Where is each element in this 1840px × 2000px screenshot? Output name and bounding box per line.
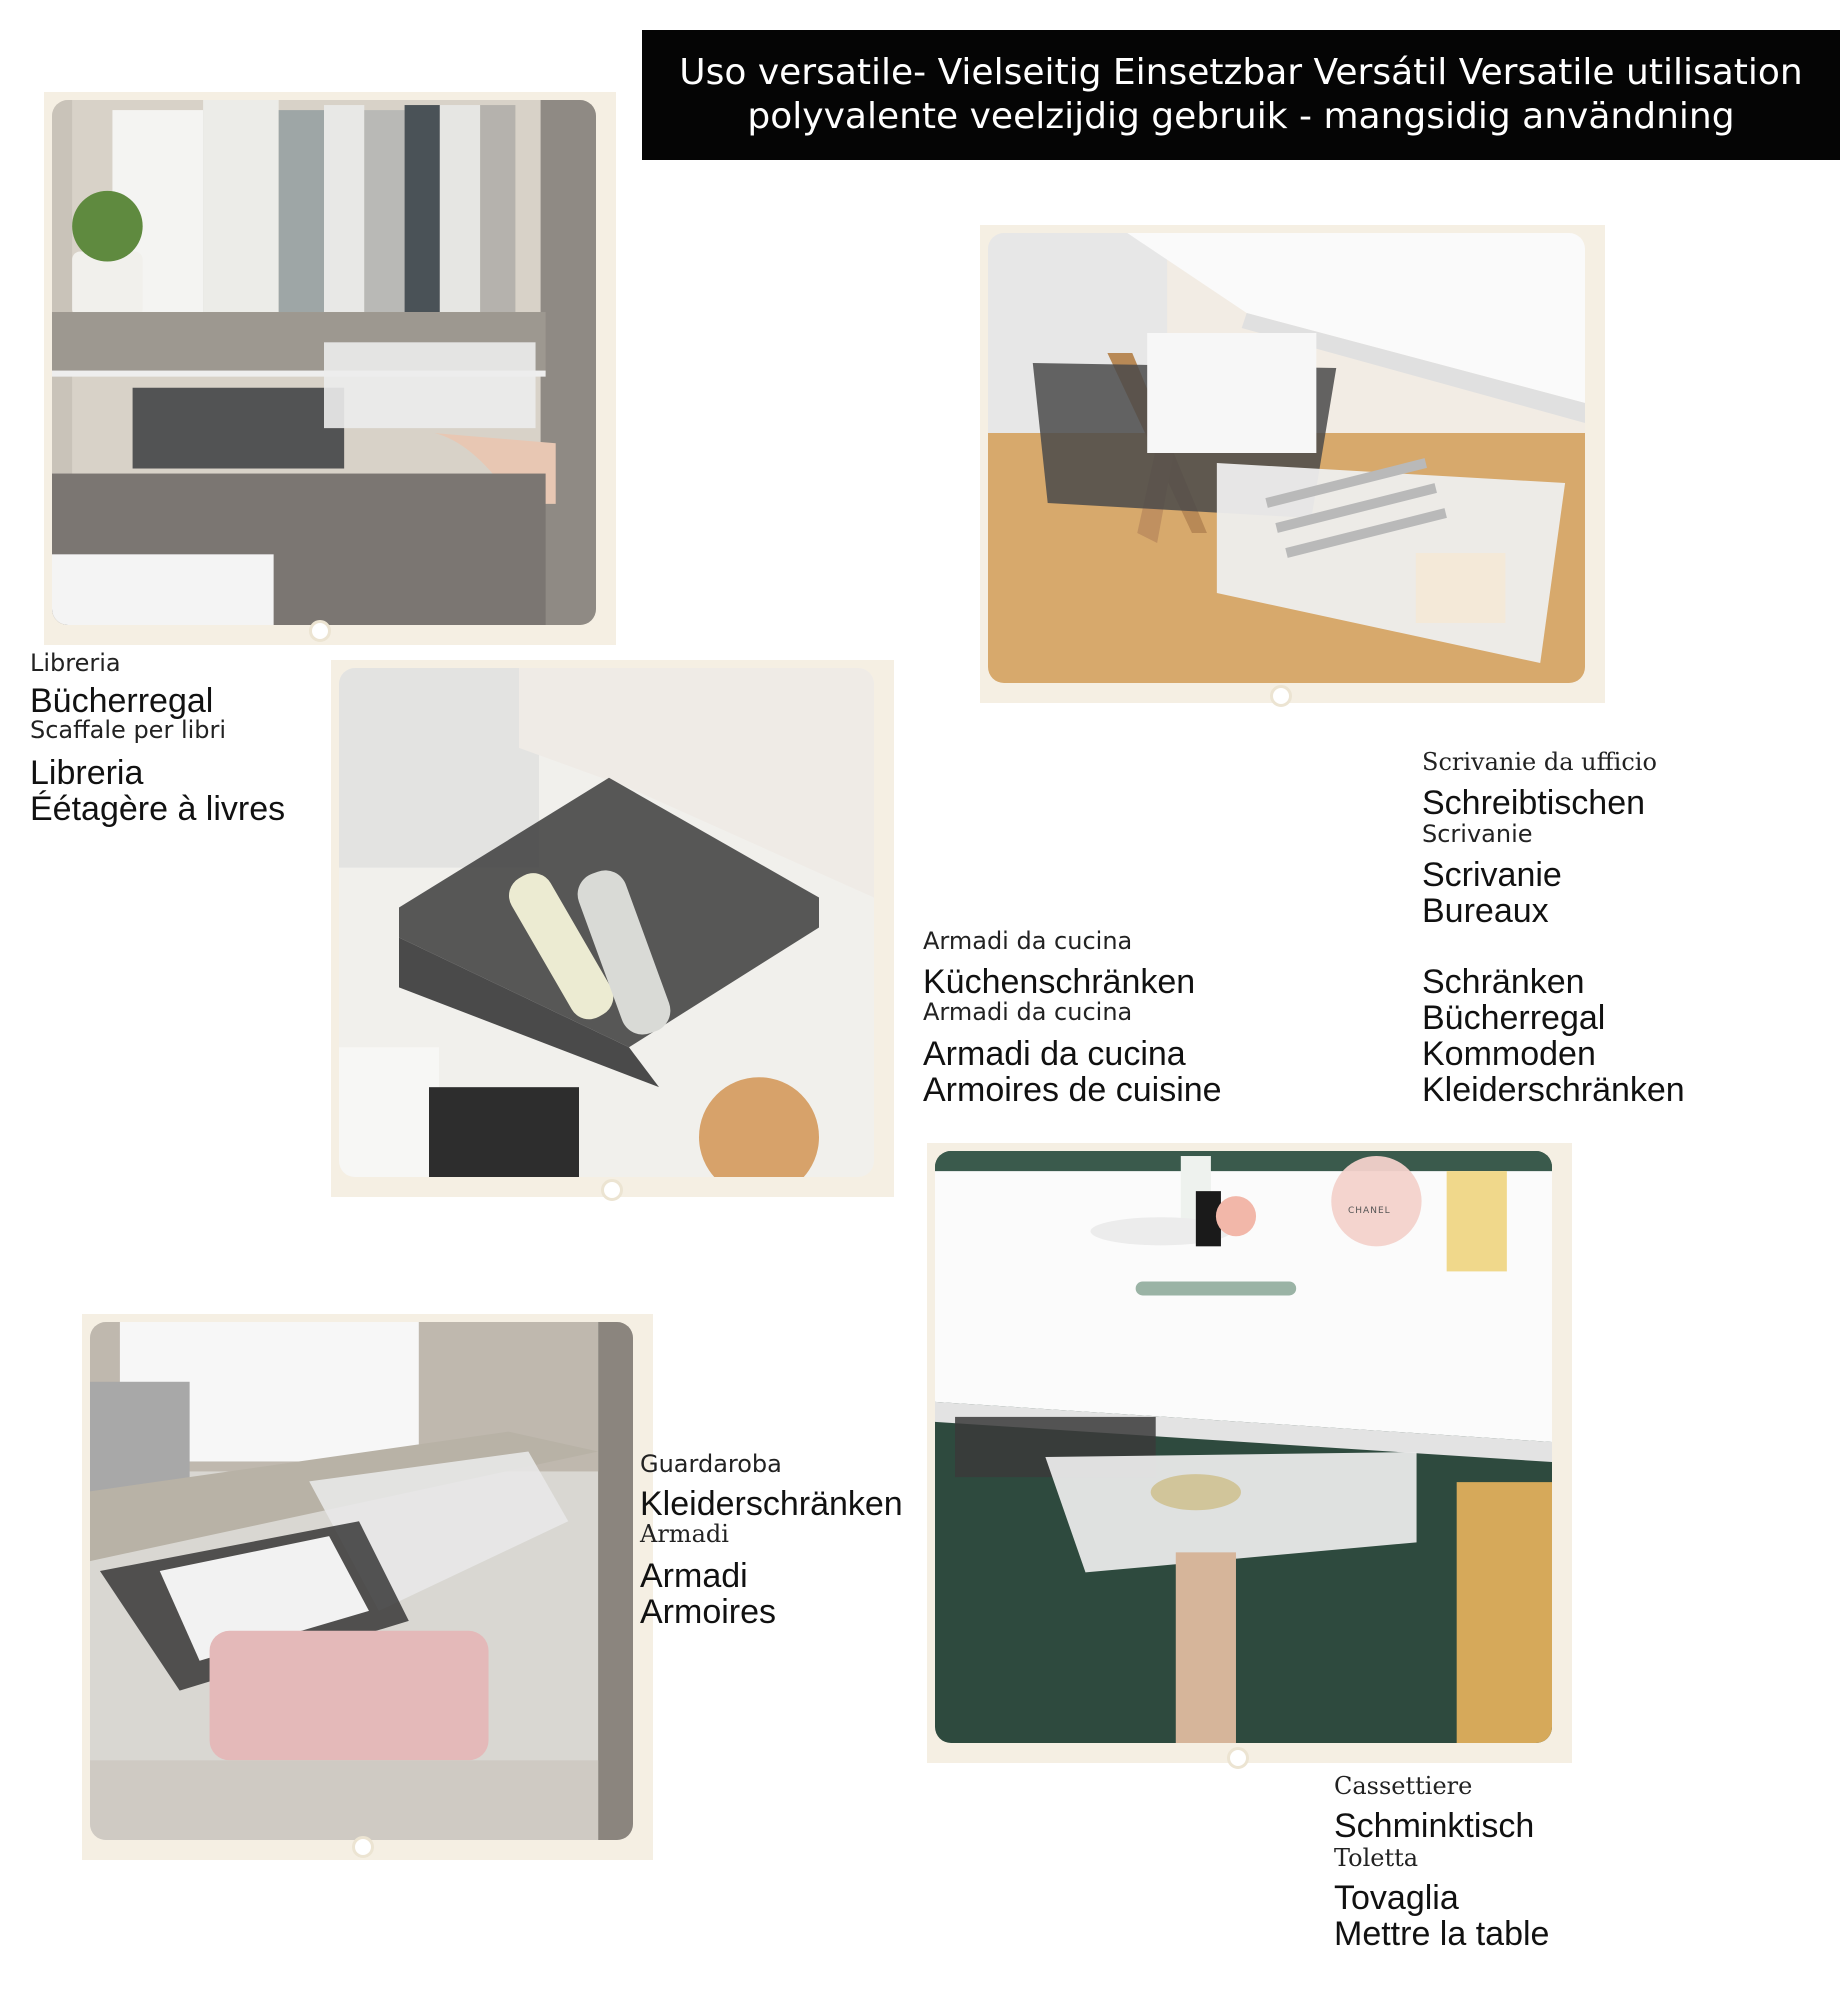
- kitchen-label-big-1: Küchenschränken: [923, 963, 1196, 1001]
- vanity-label-small-2: Toletta: [1334, 1844, 1419, 1872]
- kitchen-photo-frame: [331, 660, 894, 1197]
- bookshelf-photo-frame: [44, 92, 616, 645]
- bookshelf-label-small-1: Libreria: [30, 649, 121, 677]
- wardrobe-label-big-2: Armadi: [640, 1557, 748, 1595]
- desk-label-big-2: Scrivanie: [1422, 856, 1562, 894]
- wardrobe-label-small-1: Guardaroba: [640, 1450, 782, 1478]
- kitchen-illustration: [339, 668, 874, 1177]
- kitchen-photo: [339, 668, 874, 1177]
- carousel-dot: [352, 1836, 374, 1858]
- vanity-illustration: [935, 1151, 1552, 1743]
- vanity-label-small-1: Cassettiere: [1334, 1772, 1473, 1800]
- carousel-dot: [1227, 1747, 1249, 1769]
- desk-label-big-3: Bureaux: [1422, 892, 1549, 930]
- wardrobe-photo-frame: [82, 1314, 653, 1860]
- carousel-dot: [601, 1179, 623, 1201]
- desk-label-small-2: Scrivanie: [1422, 820, 1533, 848]
- wardrobe-label-big-1: Kleiderschränken: [640, 1485, 903, 1523]
- bookshelf-photo: [52, 100, 596, 625]
- bookshelf-label-small-2: Scaffale per libri: [30, 716, 227, 744]
- carousel-dot: [309, 620, 331, 642]
- banner-line-2: polyvalente veelzijdig gebruik - mangsidig användning: [747, 96, 1735, 137]
- vanity-label-big-3: Mettre la table: [1334, 1915, 1550, 1953]
- bookshelf-label-big-2: Libreria: [30, 754, 144, 792]
- perfume-bottle-label: CHANEL: [1348, 1206, 1391, 1216]
- wardrobe-photo: [90, 1322, 633, 1840]
- desk-illustration: [988, 233, 1585, 683]
- furniture-list-item: Bücherregal: [1422, 999, 1606, 1037]
- wardrobe-label-big-3: Armoires: [640, 1593, 777, 1631]
- kitchen-label-big-3: Armoires de cuisine: [923, 1071, 1222, 1109]
- kitchen-label-big-2: Armadi da cucina: [923, 1035, 1186, 1073]
- desk-photo-frame: [980, 225, 1605, 703]
- kitchen-label-small-2: Armadi da cucina: [923, 998, 1133, 1026]
- desk-photo: [988, 233, 1585, 683]
- desk-label-small-1: Scrivanie da ufficio: [1422, 748, 1657, 776]
- bookshelf-label-big-3: Éétagère à livres: [30, 790, 286, 828]
- vanity-photo-frame: [927, 1143, 1572, 1763]
- vanity-label-big-2: Tovaglia: [1334, 1879, 1459, 1917]
- wardrobe-illustration: [90, 1322, 633, 1840]
- header-banner: [642, 30, 1840, 160]
- vanity-label-big-1: Schminktisch: [1334, 1807, 1535, 1845]
- kitchen-label-small-1: Armadi da cucina: [923, 927, 1133, 955]
- furniture-list-item: Schränken: [1422, 963, 1585, 1001]
- furniture-list-item: Kommoden: [1422, 1035, 1596, 1073]
- vanity-photo: [935, 1151, 1552, 1743]
- carousel-dot: [1270, 685, 1292, 707]
- wardrobe-label-small-2: Armadi: [640, 1520, 729, 1548]
- furniture-list-item: Kleiderschränken: [1422, 1071, 1685, 1109]
- desk-label-big-1: Schreibtischen: [1422, 784, 1646, 822]
- bookshelf-label-big-1: Bücherregal: [30, 682, 214, 720]
- bookshelf-illustration: [52, 100, 596, 625]
- banner-line-1: Uso versatile- Vielseitig Einsetzbar Versátil Versatile utilisation: [679, 52, 1803, 93]
